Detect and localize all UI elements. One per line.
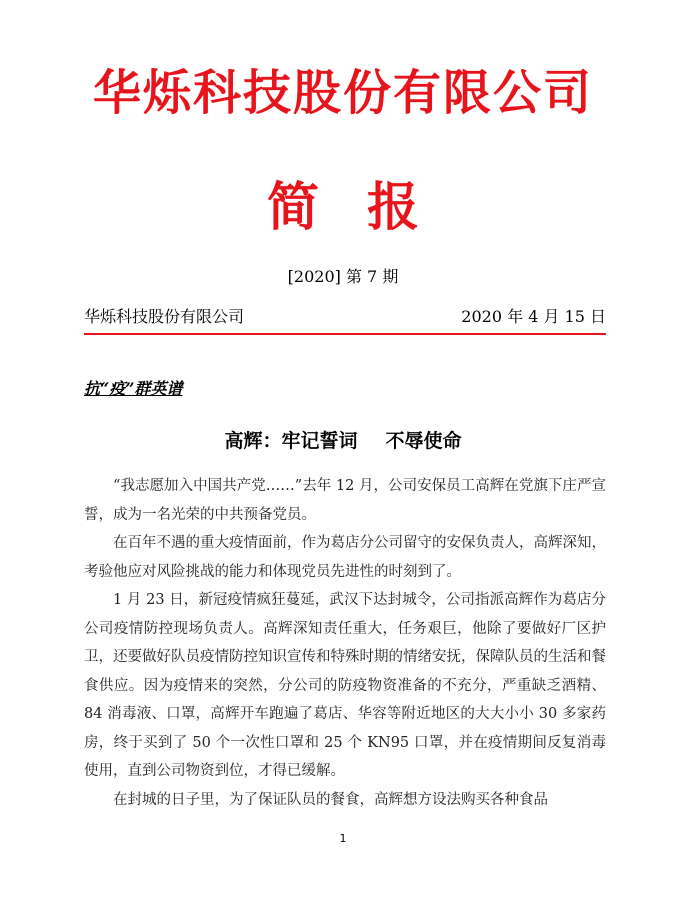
article-paragraph: 在百年不遇的重大疫情面前，作为葛店分公司留守的安保负责人，高辉深知，考验他应对风险挑战的能力和体现党员先进性的时刻到了。 <box>84 535 606 580</box>
issue-number: [2020] 第 7 期 <box>287 267 399 286</box>
company-masthead: 华烁科技股份有限公司 <box>92 65 593 121</box>
article-title <box>0 428 686 454</box>
issue-date: 2020 年 4 月 15 日 <box>461 307 606 326</box>
article-title-sub: 不辱使命 <box>385 430 462 452</box>
bulletin-title-char-2: 报 <box>367 178 420 238</box>
red-divider-line <box>84 333 606 335</box>
article-body <box>84 472 606 814</box>
article-title-main: 高辉：牢记誓词 <box>224 430 358 452</box>
issuer-name: 华烁科技股份有限公司 <box>84 307 245 326</box>
article-paragraph: “我志愿加入中国共产党……”去年 12 月，公司安保员工高辉在党旗下庄严宣誓，成为一名光荣的中共预备党员。 <box>84 478 606 523</box>
article-paragraph: 在封城的日子里，为了保证队员的餐食，高辉想方设法购买各种食品 <box>113 791 548 808</box>
article-paragraph: 1 月 23 日，新冠疫情疯狂蔓延，武汉下达封城令，公司指派高辉作为葛店分公司疫情防控现场负责人。高辉深知责任重大，任务艰巨，他除了要做好厂区护卫，还要做好队员疫情防控知识宣传和特殊时期的情绪安抚，保障队员的生活和餐食供应。因为疫情来的突然，分公司的防疫物资准备的不充分，严重缺乏酒精、84 消毒液、口罩，高辉开车跑遍了葛店、华容等附近地区的大大小小 30 多家药房，终于买到了 50 个一次性口罩和 25 个 KN95 口罩，并在疫情期间反复消毒使用，直到公司物资到位，才得已缓解。 <box>84 592 606 779</box>
page-number: 1 <box>339 832 347 845</box>
section-heading: 抗“疫”群英谱 <box>84 379 183 398</box>
bulletin-title-char-1: 简 <box>266 178 319 238</box>
bulletin-title <box>0 176 686 240</box>
